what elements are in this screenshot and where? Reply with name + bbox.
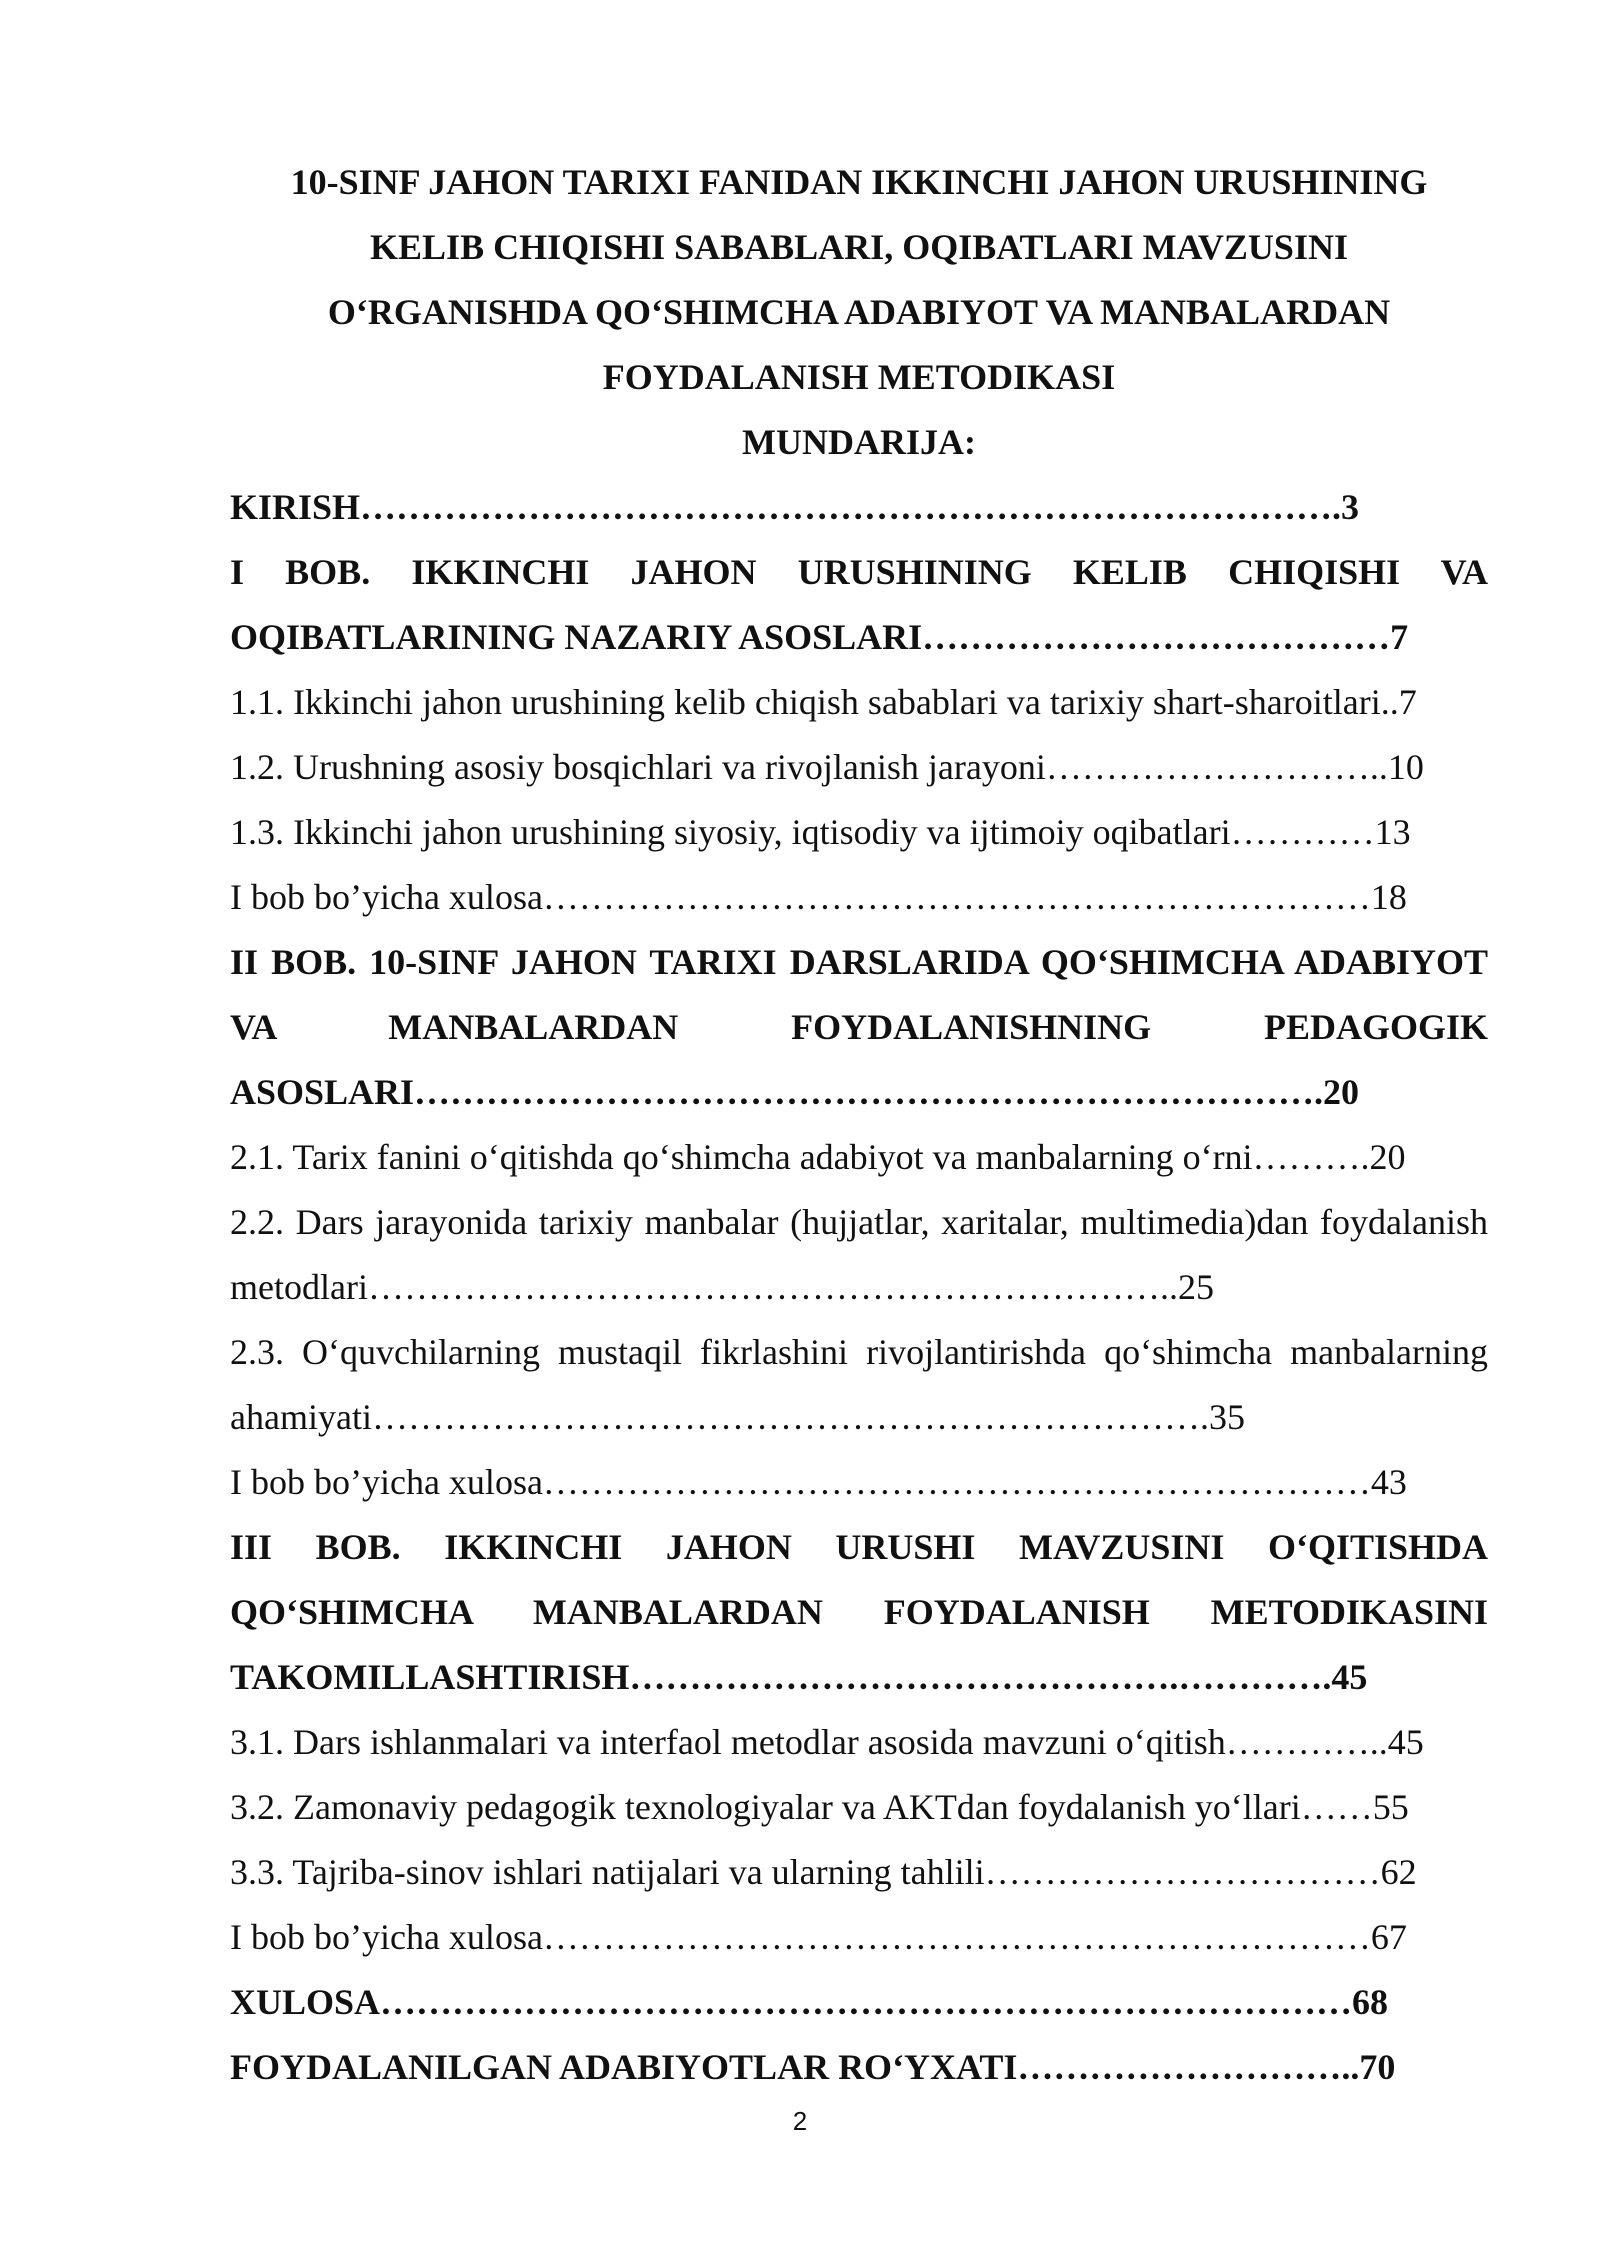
toc-entry-1-2: 1.2. Urushning asosiy bosqichlari va rivojlanish jarayoni………………………..10 (230, 747, 1424, 787)
toc-entry-2-3: 2.3. O‘quvchilarning mustaqil fikrlashini rivojlantirishda qo‘shimcha manbalarning ahamiyati…………………………………………………………….35 (230, 1332, 1488, 1437)
toc-entry-2-2: 2.2. Dars jarayonida tarixiy manbalar (hujjatlar, xaritalar, multimedia)dan foydalanish metodlari…………………………………………………………..25 (230, 1202, 1488, 1307)
toc-entry-1-3: 1.3. Ikkinchi jahon urushining siyosiy, iqtisodiy va ijtimoiy oqibatlari…………13 (230, 812, 1411, 852)
toc-entry-chapter-2-conclusion: I bob bo’yicha xulosa……………………………………………………………43 (230, 1462, 1407, 1502)
toc-entry-2-1: 2.1. Tarix fanini o‘qitishda qo‘shimcha adabiyot va manbalarning o‘rni……….20 (230, 1137, 1406, 1177)
toc-entry-chapter-3: III BOB. IKKINCHI JAHON URUSHI MAVZUSINI O‘QITISHDA QO‘SHIMCHA MANBALARDAN FOYDALANISH METODIKASINI TAKOMILLASHTIRISH……………………………………….………….45 (230, 1527, 1488, 1697)
toc-entry-3-2: 3.2. Zamonaviy pedagogik texnologiyalar va AKTdan foydalanish yo‘llari……55 (230, 1787, 1409, 1827)
toc-entry-1-1: 1.1. Ikkinchi jahon urushining kelib chiqish sabablari va tarixiy shart-sharoitlari..7 (230, 682, 1417, 722)
toc-heading: MUNDARIJA: (742, 422, 976, 462)
document-page (230, 150, 1488, 2100)
toc-entry-chapter-2: II BOB. 10-SINF JAHON TARIXI DARSLARIDA QO‘SHIMCHA ADABIYOT VA MANBALARDAN FOYDALANISHNING PEDAGOGIK ASOSLARI………………………………………………………………….20 (230, 942, 1488, 1112)
table-of-contents (230, 475, 1488, 2100)
page-number: 2 (792, 2106, 808, 2136)
toc-entry-3-1: 3.1. Dars ishlanmalari va interfaol metodlar asosida mavzuni o‘qitish…………..45 (230, 1722, 1424, 1762)
toc-entry-chapter-1-conclusion: I bob bo’yicha xulosa……………………………………………………………18 (230, 877, 1407, 917)
toc-entry-3-3: 3.3. Tajriba-sinov ishlari natijalari va ularning tahlili……………………………62 (230, 1852, 1417, 1892)
toc-entry-xulosa: XULOSA………………………………………………………………………68 (230, 1982, 1389, 2022)
toc-entry-chapter-3-conclusion: I bob bo’yicha xulosa……………………………………………………………67 (230, 1917, 1407, 1957)
document-title: 10-SINF JAHON TARIXI FANIDAN IKKINCHI JAHON URUSHINING KELIB CHIQISHI SABABLARI, OQIBATLARI MAVZUSINI O‘RGANISHDA QO‘SHIMCHA ADABIYOT VA MANBALARDAN FOYDALANISH METODIKASI (290, 162, 1428, 397)
toc-entry-kirish: KIRISH……………………………………………………………………….3 (230, 487, 1360, 527)
toc-entry-bibliography: FOYDALANILGAN ADABIYOTLAR RO‘YXATI………………………..70 (230, 2047, 1396, 2087)
toc-entry-chapter-1: I BOB. IKKINCHI JAHON URUSHINING KELIB CHIQISHI VA OQIBATLARINING NAZARIY ASOSLARI…………………………………7 (230, 552, 1488, 657)
